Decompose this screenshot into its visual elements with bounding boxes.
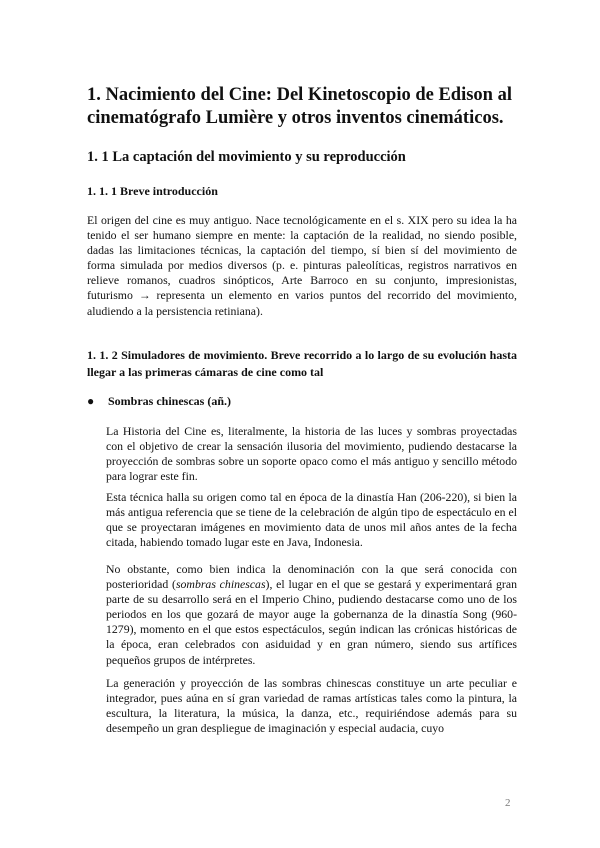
paragraph-3-part-a: No obstante, como bien indica la denominación con la que será conocida con posterioridad ( — [106, 562, 517, 592]
bullet-label: Sombras chinescas (añ.) — [108, 394, 232, 408]
paragraph-3-part-b: ), el lugar en el que se gestará y experimentará gran parte de su desarrollo será en el Imperio Chino, pudiendo destacarse como uno de los periodos en los que gozará de mayor auge la gobernanza de la dinastía Song (960-1279), momento en el que estos espectáculos, según indican las crónicas históricas de la época, eran celebrados con asiduidad y en gran número, siendo sus artífices pequeños grupos de intérpretes. — [106, 577, 517, 667]
document-title: 1. Nacimiento del Cine: Del Kinetoscopio de Edison al cinematógrafo Lumière y otros inventos cinemáticos. — [87, 85, 512, 128]
subsection-heading-intro: 1. 1. 1 Breve introducción — [87, 184, 218, 198]
section-heading: 1. 1 La captación del movimiento y su reproducción — [87, 149, 406, 165]
subsection-heading-simulators: 1. 1. 2 Simuladores de movimiento. Breve recorrido a lo largo de su evolución hasta llegar a las primeras cámaras de cine como tal — [87, 348, 517, 379]
page-number: 2 — [505, 797, 511, 809]
paragraph-1: La Historia del Cine es, literalmente, la historia de las luces y sombras proyectadas con el objetivo de crear la sensación ilusoria del movimiento, pudiendo destacarse la proyección de sombras sobre un soporte opaco como el más antiguo y sencillo método para lograr este fin. — [106, 424, 517, 484]
paragraph-3 — [106, 562, 517, 668]
intro-paragraph: El origen del cine es muy antiguo. Nace tecnológicamente en el s. XIX pero su idea la ha tenido el ser humano siempre en mente: la captación de la realidad, no siendo posible, dadas las limitaciones técnicas, la captación del tiempo, sí bien sí del movimiento de forma simulada por medios diversos (p. e. pinturas paleolíticas, registros narrativos en relieve romanos, cuadros sinópticos, Arte Barroco en su conjunto, impresionistas, futurismo → representa un elemento en varios puntos del recorrido del movimiento, aludiendo a la persistencia retiniana). — [87, 213, 517, 318]
paragraph-4: La generación y proyección de las sombras chinescas constituye un arte peculiar e integrador, pues aúna en sí gran variedad de ramas artísticas tales como la pintura, la escultura, la literatura, la música, la danza, etc., requiriéndose además para su desempeño un gran despliegue de imaginación y especial audacia, cuyo — [106, 676, 517, 736]
bullet-icon: ● — [87, 394, 95, 408]
paragraph-3-italic: sombras chinescas — [175, 577, 266, 592]
paragraph-2: Esta técnica halla su origen como tal en época de la dinastía Han (206-220), si bien la más antigua referencia que se tiene de la celebración de algún tipo de espectáculo en el que se proyectaran imágenes en movimiento data de unos mil años antes de la fecha citada, habiendo tomado lugar este en Java, Indonesia. — [106, 490, 517, 550]
